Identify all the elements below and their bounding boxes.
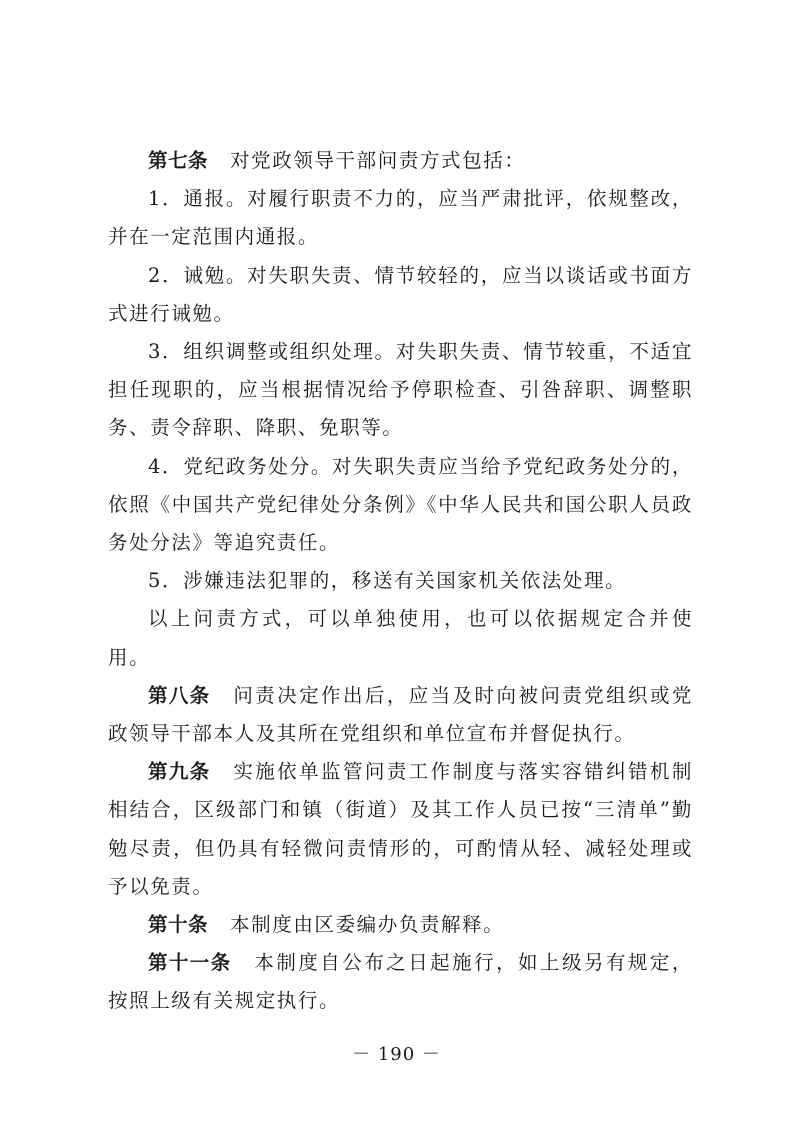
article-11-heading: 第十一条 [148, 951, 232, 975]
article-10-text: 本制度由区委编办负责解释。 [230, 913, 505, 937]
article-7-closing: 以上问责方式，可以单独使用，也可以依据规定合并使用。 [108, 607, 693, 669]
article-7-intro [108, 142, 693, 180]
document-body [108, 142, 693, 1021]
article-8-heading: 第八条 [148, 683, 211, 707]
article-11-text: 本制度自公布之日起施行，如上级另有规定，按照上级有关规定执行。 [108, 951, 693, 1013]
article-10-heading: 第十条 [148, 913, 209, 937]
article-8 [108, 677, 693, 753]
article-10 [108, 906, 693, 944]
article-7-item-2: 2．诫勉。对失职失责、情节较轻的，应当以谈话或书面方式进行诫勉。 [108, 263, 693, 325]
article-11 [108, 944, 693, 1020]
article-7-heading: 第七条 [148, 149, 209, 172]
page-number: － 190 － [352, 1044, 441, 1065]
article-9-heading: 第九条 [148, 760, 211, 784]
article-9 [108, 753, 693, 906]
article-7-item-1: 1．通报。对履行职责不力的，应当严肃批评，依规整改，并在一定范围内通报。 [108, 187, 693, 249]
article-7-item-5: 5．涉嫌违法犯罪的，移送有关国家机关依法处理。 [148, 569, 627, 593]
article-7-intro-text: 对党政领导干部问责方式包括： [230, 149, 526, 172]
article-8-text: 问责决定作出后，应当及时向被问责党组织或党政领导干部本人及其所在党组织和单位宣布并督促执行。 [108, 683, 693, 746]
article-7-item-3: 3．组织调整或组织处理。对失职失责、情节较重，不适宜担任现职的，应当根据情况给予停职检查、引咎辞职、调整职务、责令辞职、降职、免职等。 [108, 340, 693, 440]
article-7-item-4: 4．党纪政务处分。对失职失责应当给予党纪政务处分的，依照《中国共产党纪律处分条例》《中华人民共和国公职人员政务处分法》等追究责任。 [108, 454, 693, 555]
article-9-text: 实施依单监管问责工作制度与落实容错纠错机制相结合，区级部门和镇（街道）及其工作人员已按“三清单”勤勉尽责，但仍具有轻微问责情形的，可酌情从轻、减轻处理或予以免责。 [108, 760, 693, 898]
